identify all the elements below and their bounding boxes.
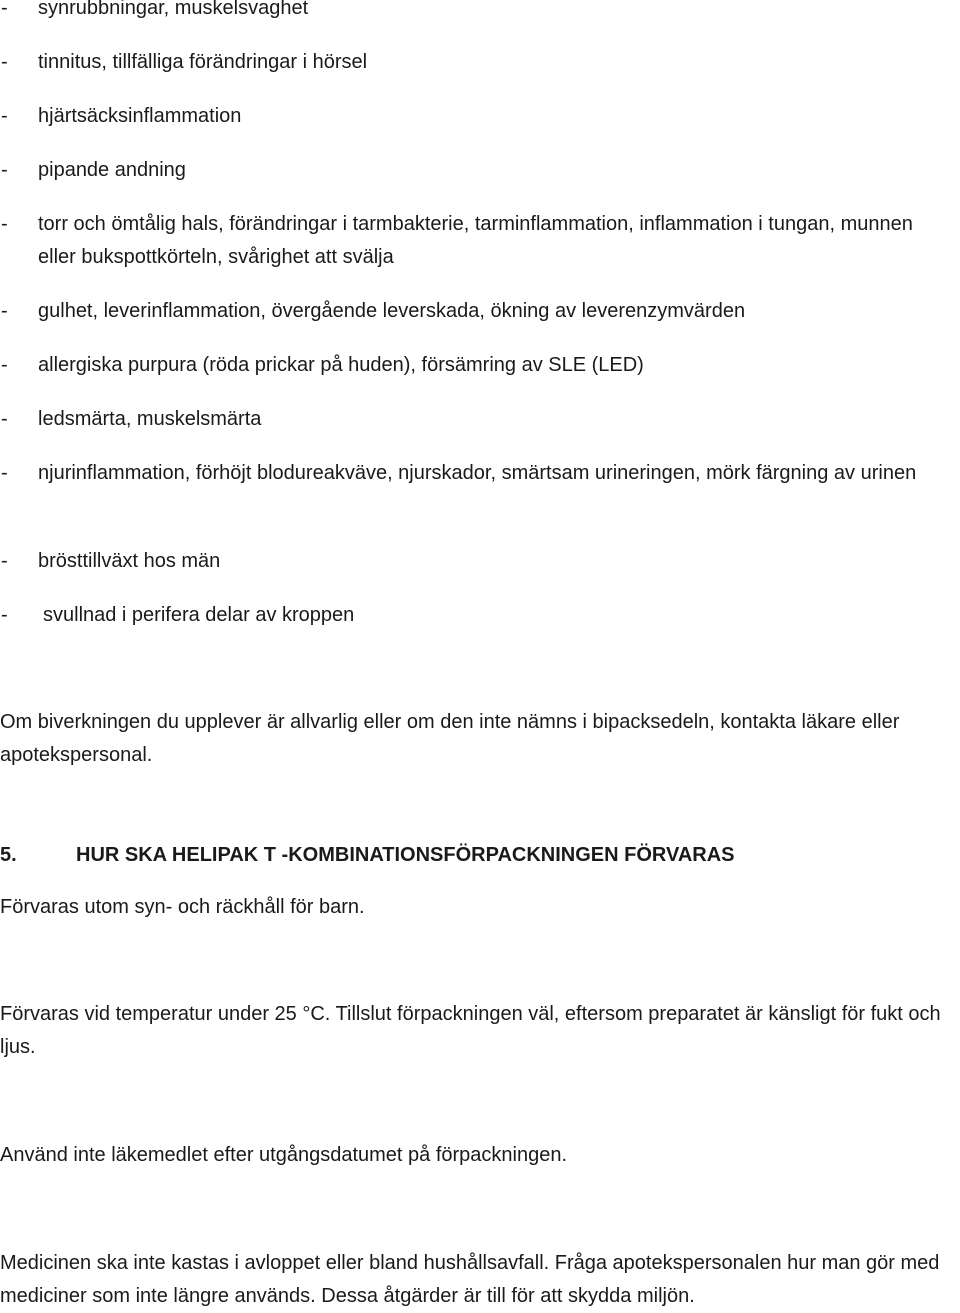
list-dash: - (1, 408, 8, 430)
list-dash: - (1, 604, 8, 626)
side-effect-item (0, 0, 940, 25)
side-effect-item (0, 100, 940, 133)
storage-paragraph: Förvaras vid temperatur under 25 °C. Tillslut förpackningen väl, eftersom preparatet är känsligt för fukt och ljus. (0, 1003, 941, 1058)
list-dash: - (1, 462, 8, 484)
side-effect-text: brösttillväxt hos män (38, 550, 221, 572)
side-effect-item (0, 154, 940, 187)
serious-side-effect-notice: Om biverkningen du upplever är allvarlig eller om den inte nämns i bipacksedeln, kontakta läkare eller apotekspersonal. (0, 711, 900, 766)
side-effect-text: njurinflammation, förhöjt blodureakväve, njurskador, smärtsam urineringen, mörk färgning av urinen (38, 462, 917, 484)
list-dash: - (1, 51, 8, 73)
side-effect-text: ledsmärta, muskelsmärta (38, 408, 262, 430)
storage-paragraph: Medicinen ska inte kastas i avloppet eller bland hushållsavfall. Fråga apotekspersonalen hur man gör med mediciner som inte längre används. Dessa åtgärder är till för att skydda miljön. (0, 1252, 940, 1307)
list-dash: - (1, 550, 8, 572)
side-effect-item (0, 208, 940, 274)
list-dash: - (1, 354, 8, 376)
side-effect-text: gulhet, leverinflammation, övergående leverskada, ökning av leverenzymvärden (38, 300, 746, 322)
list-dash: - (1, 213, 8, 235)
side-effect-item (0, 457, 940, 490)
side-effect-text: torr och ömtålig hals, förändringar i tarmbakterie, tarminflammation, inflammation i tungan, munnen eller bukspottkörteln, svårighet att svälja (38, 213, 913, 268)
storage-paragraph: Använd inte läkemedlet efter utgångsdatumet på förpackningen. (0, 1144, 568, 1166)
side-effect-item (0, 295, 940, 328)
storage-paragraph: Förvaras utom syn- och räckhåll för barn. (0, 896, 365, 918)
side-effect-item (0, 599, 940, 632)
side-effect-item (0, 403, 940, 436)
side-effect-text: svullnad i perifera delar av kroppen (43, 604, 355, 626)
section-title: HUR SKA HELIPAK T -KOMBINATIONSFÖRPACKNINGEN FÖRVARAS (76, 844, 735, 866)
list-dash: - (1, 159, 8, 181)
side-effect-text: allergiska purpura (röda prickar på huden), försämring av SLE (LED) (38, 354, 644, 376)
side-effect-text: synrubbningar, muskelsvaghet (38, 0, 309, 19)
side-effect-text: tinnitus, tillfälliga förändringar i hörsel (38, 51, 368, 73)
section-number: 5. (0, 844, 17, 866)
side-effect-text: hjärtsäcksinflammation (38, 105, 242, 127)
side-effect-item (0, 46, 940, 79)
list-dash: - (1, 0, 8, 19)
side-effect-item (0, 349, 940, 382)
side-effect-text: pipande andning (38, 159, 186, 181)
section-5-heading (0, 839, 735, 872)
side-effect-item (0, 545, 940, 578)
list-dash: - (1, 105, 8, 127)
list-dash: - (1, 300, 8, 322)
